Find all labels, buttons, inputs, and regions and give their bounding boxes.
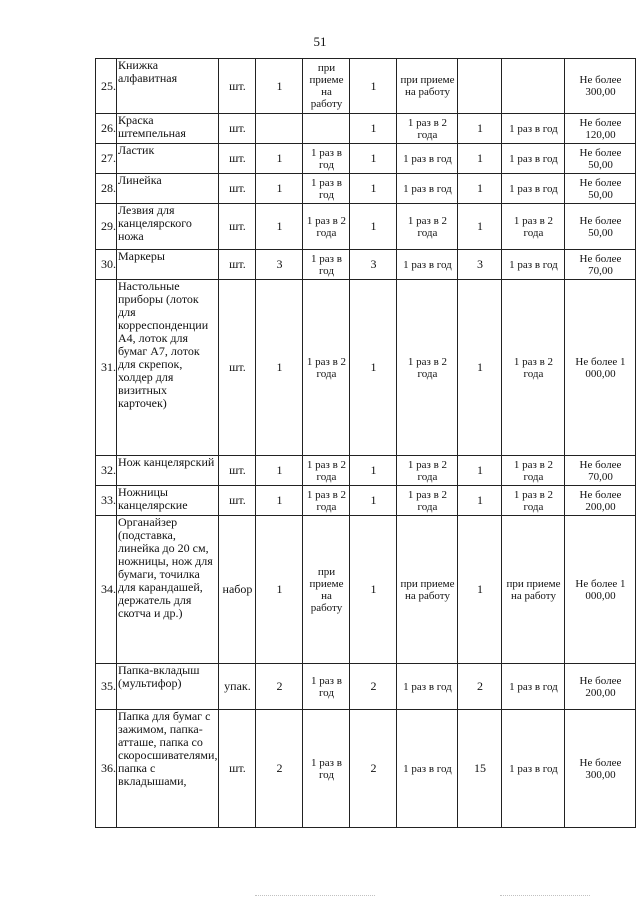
- footer-mark: [500, 895, 590, 899]
- price-limit: Не более 1 000,00: [565, 516, 636, 664]
- item-name: Ластик: [117, 144, 219, 174]
- item-name: Папка для бумаг с зажимом, папка-атташе, папка со скоросшивателями, папка с вкладышами,: [117, 710, 219, 828]
- quantity-2: 3: [350, 250, 397, 280]
- item-name: Нож канцелярский: [117, 456, 219, 486]
- quantity-1: [256, 114, 303, 144]
- table-row: [96, 486, 636, 516]
- frequency-2: 1 раз в год: [397, 144, 458, 174]
- price-limit: Не более 50,00: [565, 144, 636, 174]
- frequency-1: 1 раз в год: [303, 144, 350, 174]
- price-limit: Не более 1 000,00: [565, 280, 636, 456]
- unit: шт.: [219, 204, 256, 250]
- quantity-3: 1: [458, 486, 502, 516]
- frequency-3: 1 раз в 2 года: [502, 456, 565, 486]
- quantity-1: 1: [256, 144, 303, 174]
- frequency-1: 1 раз в 2 года: [303, 280, 350, 456]
- quantity-2: 1: [350, 114, 397, 144]
- quantity-1: 1: [256, 280, 303, 456]
- frequency-3: 1 раз в год: [502, 664, 565, 710]
- unit: шт.: [219, 174, 256, 204]
- table-row: [96, 250, 636, 280]
- item-name: Папка-вкладыш (мультифор): [117, 664, 219, 710]
- quantity-1: 2: [256, 664, 303, 710]
- unit: упак.: [219, 664, 256, 710]
- table-row: [96, 516, 636, 664]
- table-row: [96, 204, 636, 250]
- frequency-2: 1 раз в 2 года: [397, 114, 458, 144]
- price-limit: Не более 200,00: [565, 486, 636, 516]
- frequency-3: 1 раз в 2 года: [502, 280, 565, 456]
- table-row: [96, 456, 636, 486]
- unit: шт.: [219, 144, 256, 174]
- row-number: 33.: [96, 486, 117, 516]
- frequency-1: 1 раз в год: [303, 664, 350, 710]
- row-number: 27.: [96, 144, 117, 174]
- item-name: Книжка алфавитная: [117, 59, 219, 114]
- frequency-1: 1 раз в год: [303, 250, 350, 280]
- unit: шт.: [219, 710, 256, 828]
- frequency-1: [303, 114, 350, 144]
- frequency-3: 1 раз в год: [502, 250, 565, 280]
- page-number: 51: [313, 34, 327, 49]
- quantity-3: 1: [458, 204, 502, 250]
- quantity-3: 1: [458, 456, 502, 486]
- frequency-2: 1 раз в год: [397, 710, 458, 828]
- price-limit: Не более 200,00: [565, 664, 636, 710]
- table-row: [96, 114, 636, 144]
- frequency-2: 1 раз в год: [397, 174, 458, 204]
- row-number: 32.: [96, 456, 117, 486]
- quantity-3: [458, 59, 502, 114]
- quantity-1: 3: [256, 250, 303, 280]
- item-name: Лезвия для канцелярского ножа: [117, 204, 219, 250]
- frequency-2: 1 раз в 2 года: [397, 280, 458, 456]
- frequency-3: 1 раз в год: [502, 114, 565, 144]
- frequency-3: 1 раз в год: [502, 174, 565, 204]
- price-limit: Не более 120,00: [565, 114, 636, 144]
- frequency-1: 1 раз в 2 года: [303, 204, 350, 250]
- frequency-3: 1 раз в 2 года: [502, 204, 565, 250]
- row-number: 30.: [96, 250, 117, 280]
- price-limit: Не более 50,00: [565, 204, 636, 250]
- frequency-2: 1 раз в 2 года: [397, 486, 458, 516]
- quantity-1: 1: [256, 174, 303, 204]
- quantity-2: 1: [350, 280, 397, 456]
- frequency-2: при приеме на работу: [397, 59, 458, 114]
- row-number: 31.: [96, 280, 117, 456]
- supplies-table: [95, 58, 636, 828]
- unit: набор: [219, 516, 256, 664]
- row-number: 26.: [96, 114, 117, 144]
- frequency-3: [502, 59, 565, 114]
- quantity-3: 15: [458, 710, 502, 828]
- quantity-3: 1: [458, 114, 502, 144]
- quantity-2: 1: [350, 144, 397, 174]
- quantity-3: 1: [458, 144, 502, 174]
- price-limit: Не более 70,00: [565, 456, 636, 486]
- frequency-3: при приеме на работу: [502, 516, 565, 664]
- row-number: 25.: [96, 59, 117, 114]
- price-limit: Не более 300,00: [565, 710, 636, 828]
- unit: шт.: [219, 59, 256, 114]
- quantity-3: 1: [458, 174, 502, 204]
- frequency-3: 1 раз в 2 года: [502, 486, 565, 516]
- quantity-3: 1: [458, 516, 502, 664]
- price-limit: Не более 70,00: [565, 250, 636, 280]
- table-row: [96, 280, 636, 456]
- row-number: 36.: [96, 710, 117, 828]
- frequency-3: 1 раз в год: [502, 144, 565, 174]
- quantity-2: 1: [350, 456, 397, 486]
- price-limit: Не более 50,00: [565, 174, 636, 204]
- table-row: [96, 59, 636, 114]
- frequency-1: при приеме на работу: [303, 59, 350, 114]
- quantity-2: 1: [350, 204, 397, 250]
- quantity-3: 1: [458, 280, 502, 456]
- unit: шт.: [219, 456, 256, 486]
- price-limit: Не более 300,00: [565, 59, 636, 114]
- quantity-3: 2: [458, 664, 502, 710]
- frequency-2: при приеме на работу: [397, 516, 458, 664]
- quantity-2: 1: [350, 516, 397, 664]
- table-row: [96, 664, 636, 710]
- quantity-1: 1: [256, 204, 303, 250]
- quantity-2: 1: [350, 59, 397, 114]
- item-name: Линейка: [117, 174, 219, 204]
- item-name: Органайзер (подставка, линейка до 20 см, ножницы, нож для бумаги, точилка для карандашей, держатель для скотча и др.): [117, 516, 219, 664]
- unit: шт.: [219, 280, 256, 456]
- row-number: 35.: [96, 664, 117, 710]
- quantity-1: 2: [256, 710, 303, 828]
- frequency-1: при приеме на работу: [303, 516, 350, 664]
- unit: шт.: [219, 486, 256, 516]
- quantity-1: 1: [256, 516, 303, 664]
- frequency-2: 1 раз в 2 года: [397, 204, 458, 250]
- row-number: 34.: [96, 516, 117, 664]
- table-row: [96, 174, 636, 204]
- item-name: Маркеры: [117, 250, 219, 280]
- quantity-2: 2: [350, 664, 397, 710]
- table-row: [96, 710, 636, 828]
- unit: шт.: [219, 114, 256, 144]
- quantity-1: 1: [256, 456, 303, 486]
- frequency-1: 1 раз в год: [303, 710, 350, 828]
- unit: шт.: [219, 250, 256, 280]
- frequency-2: 1 раз в год: [397, 664, 458, 710]
- frequency-1: 1 раз в 2 года: [303, 486, 350, 516]
- frequency-2: 1 раз в год: [397, 250, 458, 280]
- footer-mark: [255, 895, 375, 899]
- frequency-1: 1 раз в 2 года: [303, 456, 350, 486]
- quantity-1: 1: [256, 59, 303, 114]
- frequency-1: 1 раз в год: [303, 174, 350, 204]
- frequency-2: 1 раз в 2 года: [397, 456, 458, 486]
- frequency-3: 1 раз в год: [502, 710, 565, 828]
- item-name: Краска штемпельная: [117, 114, 219, 144]
- quantity-2: 2: [350, 710, 397, 828]
- quantity-2: 1: [350, 174, 397, 204]
- item-name: Настольные приборы (лоток для корреспонденции А4, лоток для бумаг А7, лоток для скрепок, холдер для визитных карточек): [117, 280, 219, 456]
- table-row: [96, 144, 636, 174]
- quantity-3: 3: [458, 250, 502, 280]
- quantity-1: 1: [256, 486, 303, 516]
- row-number: 29.: [96, 204, 117, 250]
- item-name: Ножницы канцелярские: [117, 486, 219, 516]
- row-number: 28.: [96, 174, 117, 204]
- quantity-2: 1: [350, 486, 397, 516]
